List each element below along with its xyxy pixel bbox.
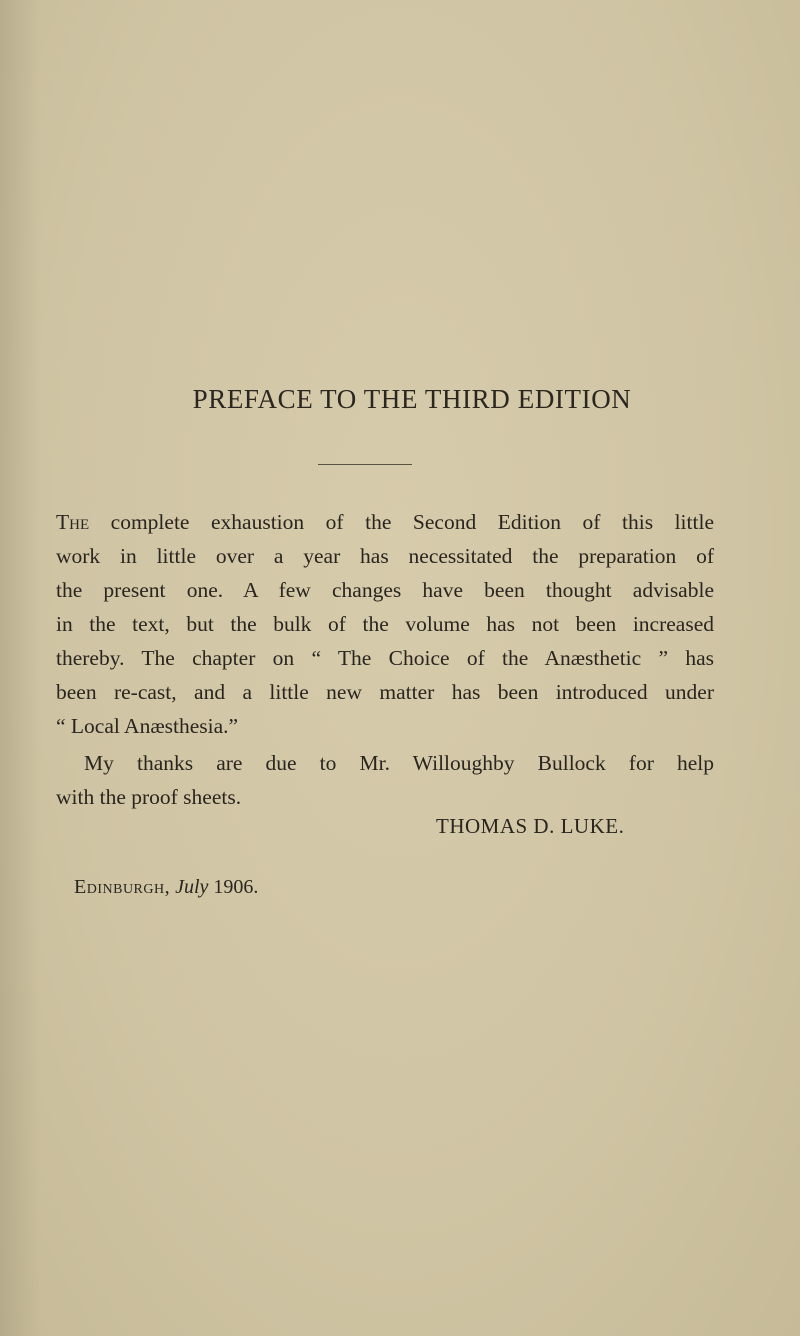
paragraph-2 (56, 746, 714, 814)
lead-word: The (56, 510, 90, 534)
paragraph-2-line-1: My thanks are due to Mr. Willoughby Bullock for help (84, 751, 714, 775)
title-rule (318, 464, 412, 465)
author-signature: THOMAS D. LUKE. (436, 814, 625, 838)
dateline-place: Edinburgh, (74, 876, 171, 898)
paragraph-1-line-3: the present one. A few changes have been thought advisable (56, 578, 714, 602)
page-edge-shadow (0, 0, 40, 1336)
line-text: complete exhaustion of the Second Edition of this little (89, 510, 714, 534)
paragraph-1-line-5: thereby. The chapter on “ The Choice of the Anæsthetic ” has (56, 646, 714, 670)
paragraph-1 (56, 505, 714, 743)
paragraph-1-line-4: in the text, but the bulk of the volume has not been increased (56, 612, 714, 636)
page-title: PREFACE TO THE THIRD EDITION (192, 384, 632, 414)
paragraph-1-line-2: work in little over a year has necessitated the preparation of (56, 544, 714, 568)
paragraph-2-line-2: with the proof sheets. (56, 785, 242, 809)
paragraph-1-line-6: been re-cast, and a little new matter has been introduced under (56, 680, 714, 704)
dateline (74, 876, 258, 899)
paragraph-1-line-7: “ Local Anæsthesia.” (56, 714, 239, 738)
dateline-year: 1906. (213, 876, 259, 898)
dateline-month: July (175, 876, 209, 898)
paragraph-1-line-1 (56, 505, 714, 539)
